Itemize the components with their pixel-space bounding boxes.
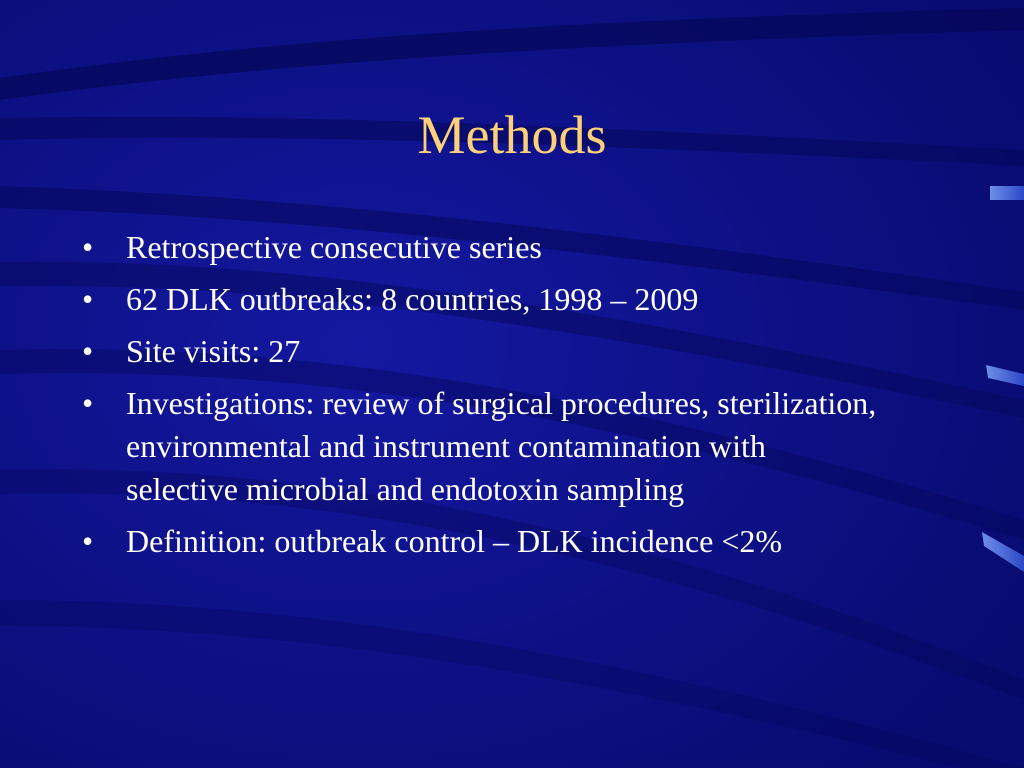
bullet-glyph: • [82,385,94,421]
bullet-item [82,520,882,563]
bullet-text: Definition: outbreak control – DLK incidence <2% [126,523,783,559]
bullet-item [82,330,882,373]
bullet-glyph: • [82,281,94,317]
bullet-glyph: • [82,333,94,369]
bullet-text: Retrospective consecutive series [126,229,542,265]
bullet-list [82,226,882,572]
bullet-glyph: • [82,523,94,559]
bullet-item [82,278,882,321]
bullet-text: Investigations: review of surgical procedures, sterilization, environmental and instrument contamination with selective microbial and endotoxin sampling [126,385,877,507]
bullet-item [82,226,882,269]
bullet-item [82,382,882,511]
bullet-text: Site visits: 27 [126,333,301,369]
bullet-glyph: • [82,229,94,265]
bullet-text: 62 DLK outbreaks: 8 countries, 1998 – 2009 [126,281,699,317]
slide-title: Methods [417,105,607,165]
